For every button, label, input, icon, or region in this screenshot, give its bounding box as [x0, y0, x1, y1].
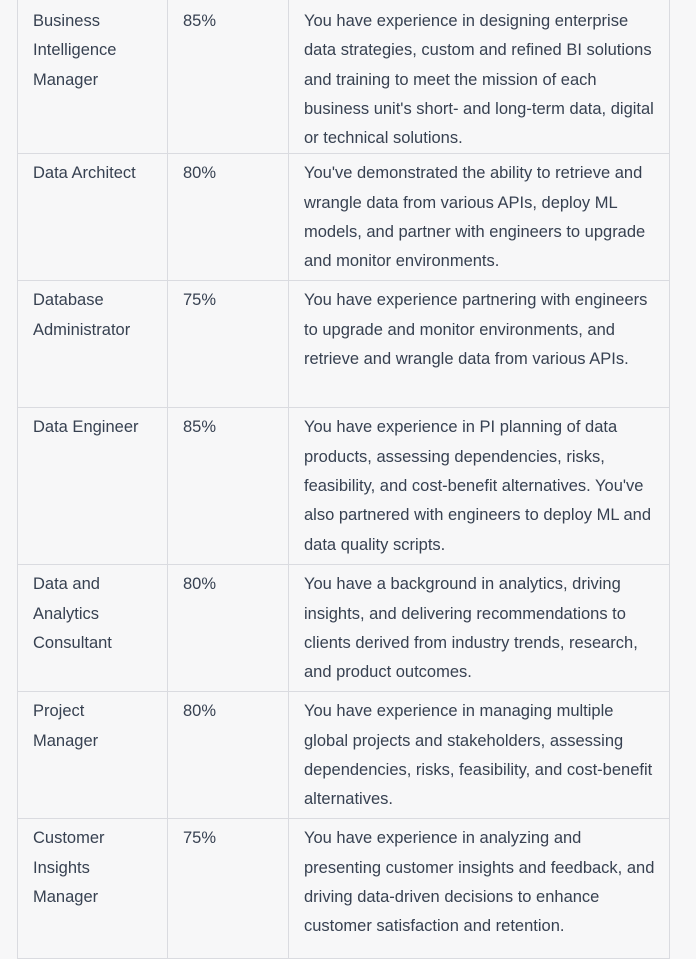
- role-cell: Project Manager: [18, 692, 168, 819]
- description-cell: You have experience in PI planning of data products, assessing dependencies, risks, feasibility, and cost-benefit alternatives. You've also partnered with engineers to deploy ML and data quality scripts.: [289, 408, 670, 565]
- role-cell: Database Administrator: [18, 281, 168, 408]
- table-row: [18, 692, 670, 819]
- description-cell: You have experience in managing multiple global projects and stakeholders, assessing dependencies, risks, feasibility, and cost-benefit alternatives.: [289, 692, 670, 819]
- match-percentage-cell: 80%: [168, 154, 289, 281]
- description-cell: You have experience in analyzing and presenting customer insights and feedback, and driving data-driven decisions to enhance customer satisfaction and retention.: [289, 819, 670, 959]
- description-cell: You've demonstrated the ability to retrieve and wrangle data from various APIs, deploy ML models, and partner with engineers to upgrade and monitor environments.: [289, 154, 670, 281]
- match-percentage-cell: 75%: [168, 819, 289, 959]
- role-match-table-container: [17, 0, 669, 959]
- match-percentage-cell: 75%: [168, 281, 289, 408]
- table-row: [18, 154, 670, 281]
- table-row: [18, 408, 670, 565]
- description-cell: You have a background in analytics, driving insights, and delivering recommendations to clients derived from industry trends, research, and product outcomes.: [289, 565, 670, 692]
- role-cell: Data Engineer: [18, 408, 168, 565]
- role-cell: Customer Insights Manager: [18, 819, 168, 959]
- role-cell: Data and Analytics Consultant: [18, 565, 168, 692]
- role-cell: Data Architect: [18, 154, 168, 281]
- table-row: [18, 281, 670, 408]
- role-cell: Business Intelligence Manager: [18, 0, 168, 154]
- table-row: [18, 0, 670, 154]
- role-match-table: [17, 0, 670, 959]
- match-percentage-cell: 80%: [168, 565, 289, 692]
- match-percentage-cell: 80%: [168, 692, 289, 819]
- match-percentage-cell: 85%: [168, 408, 289, 565]
- table-row: [18, 819, 670, 959]
- description-cell: You have experience in designing enterprise data strategies, custom and refined BI solutions and training to meet the mission of each business unit's short- and long-term data, digital or technical solutions.: [289, 0, 670, 154]
- table-row: [18, 565, 670, 692]
- description-cell: You have experience partnering with engineers to upgrade and monitor environments, and retrieve and wrangle data from various APIs.: [289, 281, 670, 408]
- match-percentage-cell: 85%: [168, 0, 289, 154]
